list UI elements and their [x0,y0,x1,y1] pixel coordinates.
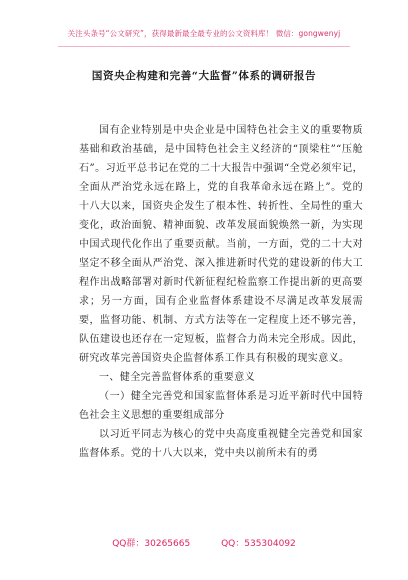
paragraph-intro: 国有企业特别是中央企业是中国特色社会主义的重要物质基础和政治基础，是中国特色社会主义经济的“顶梁柱”“压舱石”。习近平总书记在党的二十大报告中强调“全党必须牢记，全面从严治党永远在路上，党的自我革命永远在路上”。党的十八大以来，国资央企发生了根本性、转折性、全局性的重大变化，政治面貌、精神面貌、改革发展面貌焕然一新，为实现中国式现代化作出了重要贡献。当前，一方面，党的二十大对坚定不移全面从严治党、深入推进新时代党的建设新的伟大工程作出战略部署对新时代新征程纪检监察工作提出新的更高要求；另一方面，国有企业监督体系建设不尽满足改革发展需要，监督功能、机制、方式方法等在一定程度上还不够完善，队伍建设也还存在一定短板，监督合力尚未完全形成。因此，研究改革完善国资央企监督体系工作具有积极的现实意义。 [79,125,363,364]
section-heading: 一、健全完善监督体系的重要意义 [99,372,255,383]
contact-footer [0,536,408,549]
qq-number: QQ：535304092 [221,539,296,549]
document-body [79,121,363,463]
paragraph-body: 以习近平同志为核心的党中央高度重视健全完善党和国家监督体系。党的十八大以来，党中央以前所未有的勇 [79,429,363,459]
document-title: 国资央企构建和完善“大监督”体系的调研报告 [91,70,317,82]
qq-group: QQ群：30265665 [112,539,191,549]
header-divider [58,46,350,47]
promo-header: 关注头条号“公文研究”，获得最新最全最专业的公文资料库！ 微信：gongwenyj [67,29,341,38]
subsection-heading: （一）健全完善党和国家监督体系是习近平新时代中国特色社会主义思想的重要组成部分 [79,391,363,421]
